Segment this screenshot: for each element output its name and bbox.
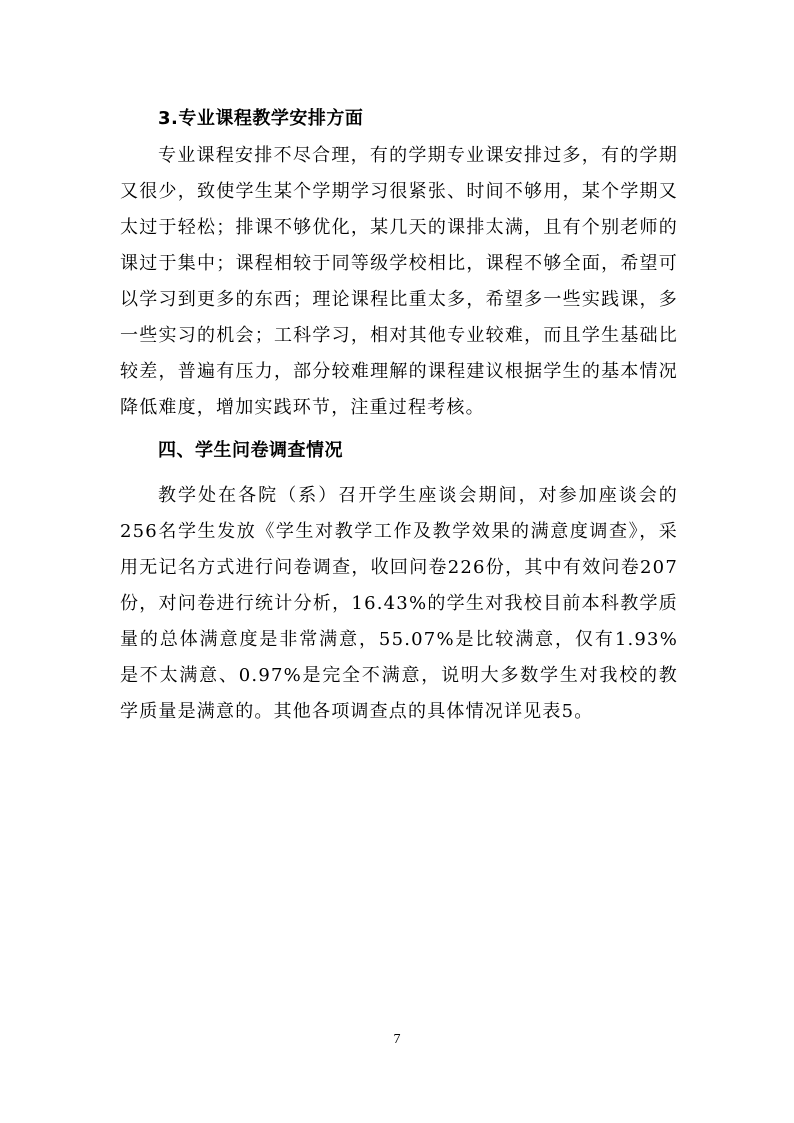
section-student-survey xyxy=(120,436,678,730)
section-heading-student-survey: 四、学生问卷调查情况 xyxy=(158,440,343,461)
paragraph-course-arrangement: 专业课程安排不尽合理，有的学期专业课安排过多，有的学期又很少，致使学生某个学期学习很紧张、时间不够用，某个学期又太过于轻松；排课不够优化，某几天的课排太满，且有个别老师的课过于集中；课程相较于同等级学校相比，课程不够全面，希望可以学习到更多的东西；理论课程比重太多，希望多一些实践课，多一些实习的机会；工科学习，相对其他专业较难，而且学生基础比较差，普遍有压力，部分较难理解的课程建议根据学生的基本情况降低难度，增加实践环节，注重过程考核。 xyxy=(120,145,678,418)
paragraph-student-survey: 教学处在各院（系）召开学生座谈会期间，对参加座谈会的256名学生发放《学生对教学工作及教学效果的满意度调查》，采用无记名方式进行问卷调查，收回问卷226份，其中有效问卷207份，对问卷进行统计分析，16.43%的学生对我校目前本科教学质量的总体满意度是非常满意，55.07%是比较满意，仅有1.93%是不太满意、0.97%是完全不满意，说明大多数学生对我校的教学质量是满意的。其他各项调查点的具体情况详见表5。 xyxy=(120,485,678,722)
page-content xyxy=(120,104,678,730)
section-heading-course-arrangement: 3.专业课程教学安排方面 xyxy=(158,108,364,129)
section-course-arrangement xyxy=(120,104,678,426)
page-number: 7 xyxy=(393,1032,401,1047)
